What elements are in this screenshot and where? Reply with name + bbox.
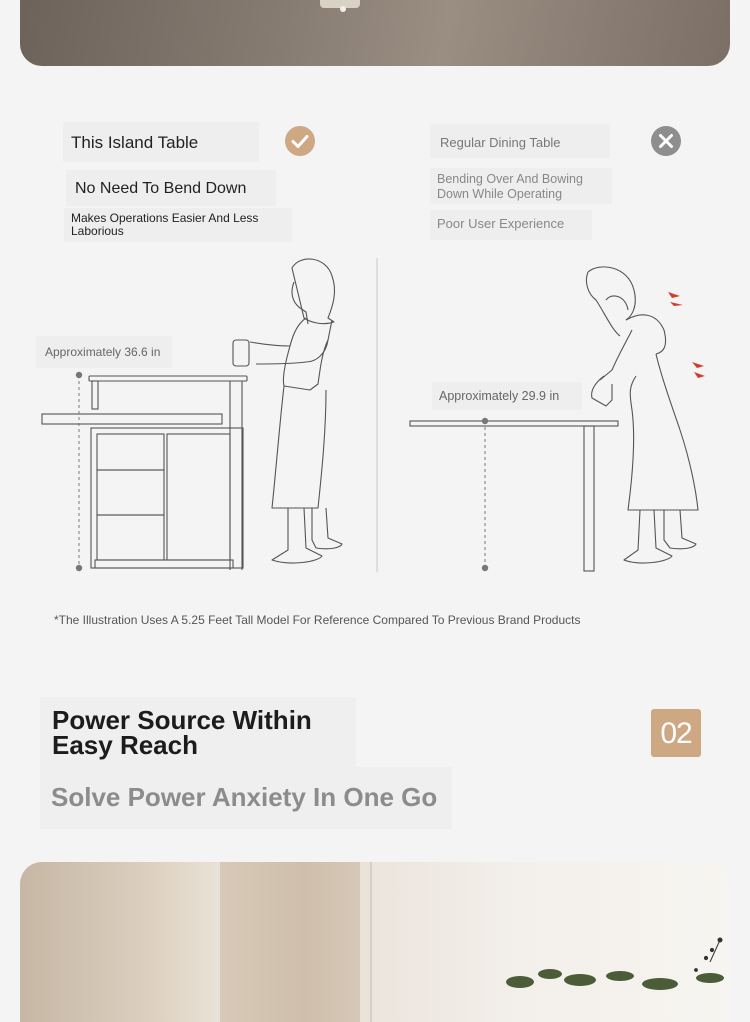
room-scene-drawing [20,862,730,1022]
branch-icon [695,938,722,971]
island-height-label-text: Approximately 36.6 in [45,345,161,359]
regular-height-label-text: Approximately 29.9 in [439,389,560,403]
strain-marks-icon [668,292,705,378]
regular-headline-text: Bending Over And Bowing Down While Operating [437,172,583,201]
bottom-room-photo [20,862,730,1022]
section-subheading: Solve Power Anxiety In One Go [51,782,438,812]
standing-woman-drawing [233,259,342,563]
island-description-text: Makes Operations Easier And Less Laborious [71,211,259,238]
regular-description-text: Poor User Experience [437,216,565,231]
section-number: 02 [660,717,692,750]
island-height-label [36,336,172,368]
section-heading-line2: Easy Reach [52,730,198,760]
regular-height-marker [482,418,488,571]
regular-table-title-text: Regular Dining Table [440,135,561,150]
regular-table-drawing [410,421,618,571]
island-headline-text: No Need To Bend Down [75,180,247,197]
top-product-photo [20,0,730,66]
island-table-title-text: This Island Table [71,133,199,152]
section-number-badge [651,709,701,757]
regular-headline [430,168,612,204]
section-heading-line1: Power Source Within [52,705,312,735]
island-headline [66,170,276,206]
plant-leaves-icon [506,969,724,990]
section-heading [52,705,352,760]
furniture-knob [340,6,346,12]
regular-height-label [432,382,582,410]
illustration-footnote: *The Illustration Uses A 5.25 Feet Tall Model For Reference Compared To Previous Brand Products [54,613,581,627]
comparison-illustration [0,250,750,590]
regular-description [430,210,592,240]
x-circle-icon [651,126,681,156]
island-height-marker [76,372,82,571]
regular-table-title [430,124,610,158]
island-description [64,208,292,242]
island-table-drawing [42,376,247,570]
island-table-title [63,122,259,162]
bending-woman-drawing [586,267,698,563]
check-circle-icon [285,126,315,156]
